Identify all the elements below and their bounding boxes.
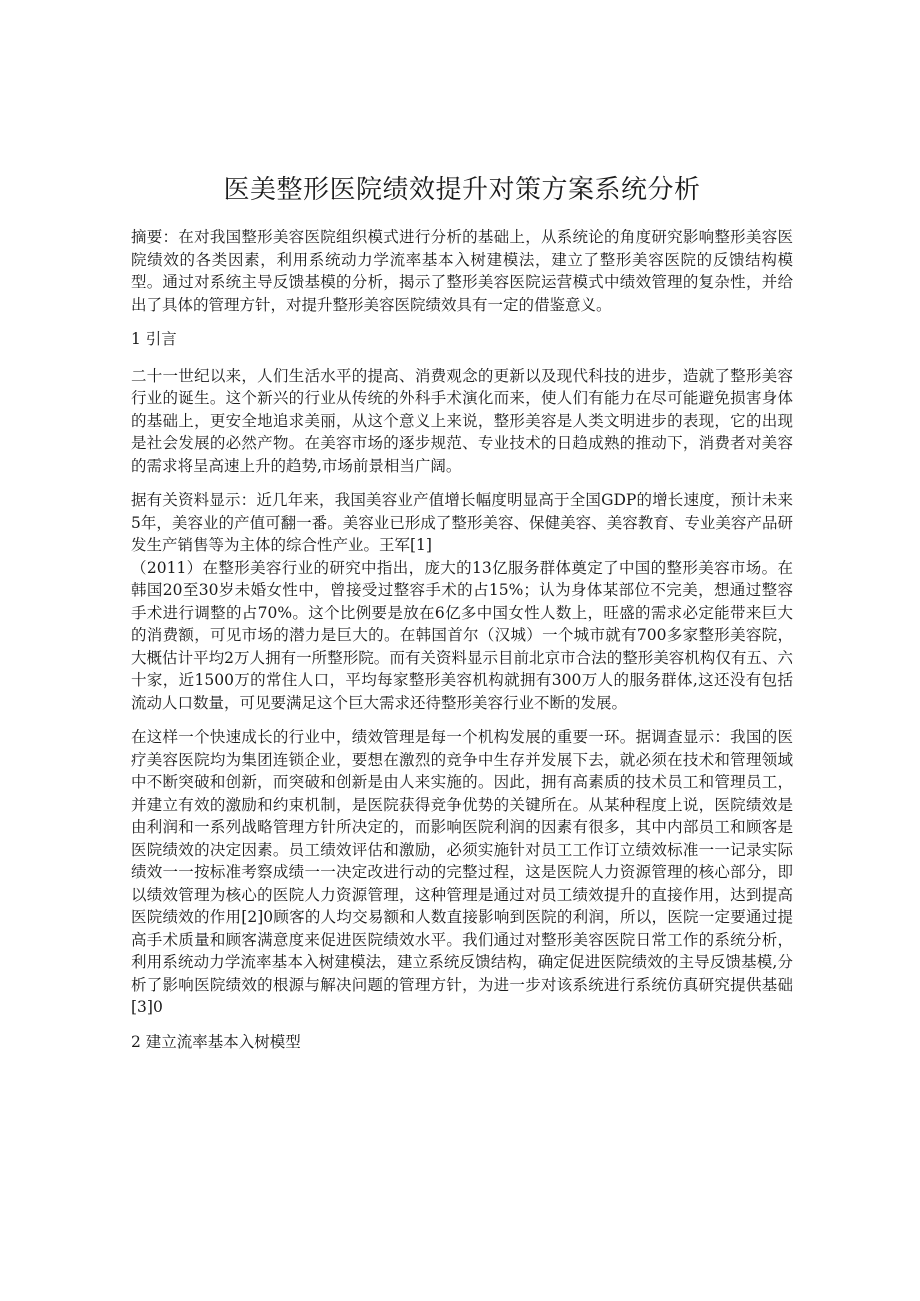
body-paragraph-2b: （2011）在整形美容行业的研究中指出，庞大的13亿服务群体奠定了中国的整形美容市场。在韩国20至30岁未婚女性中，曾接受过整容手术的占15%；认为身体某部位不完美，想通过整容手术进行调整的占70%。这个比例要是放在6亿多中国女性人数上，旺盛的需求必定能带来巨大的消费额，可见市场的潜力是巨大的。在韩国首尔（汉城）一个城市就有700多家整形美容院，大概估计平均2万人拥有一所整形院。而有关资料显示目前北京市合法的整形美容机构仅有五、六十家，近1500万的常住人口，平均每家整形美容机构就拥有300万人的服务群体,这还没有包括流动人口数量，可见要满足这个巨大需求还待整形美容行业不断的发展。: [131, 558, 793, 712]
body-paragraph-3: 在这样一个快速成长的行业中，绩效管理是每一个机构发展的重要一环。据调查显示：我国的医疗美容医院均为集团连锁企业，要想在激烈的竞争中生存并发展下去，就必须在技术和管理领域中不断突破和创新，而突破和创新是由人来实施的。因此，拥有高素质的技术员工和管理员工，并建立有效的激励和约束机制，是医院获得竞争优势的关键所在。从某种程度上说，医院绩效是由利润和一系列战略管理方针所决定的，而影响医院利润的因素有很多，其中内部员工和顾客是医院绩效的决定因素。员工绩效评估和激励，必须实施针对员工工作订立绩效标准一一记录实际绩效一一按标准考察成绩一一决定改进行动的完整过程，这是医院人力资源管理的核心部分，即以绩效管理为核心的医院人力资源管理，这种管理是通过对员工绩效提升的直接作用，达到提高医院绩效的作用[2]0顾客的人均交易额和人数直接影响到医院的利润，所以，医院一定要通过提高手术质量和顾客满意度来促进医院绩效水平。我们通过对整形美容医院日常工作的系统分析，利用系统动力学流率基本入树建模法，建立系统反馈结构，确定促进医院绩效的主导反馈基模,分析了影响医院绩效的根源与解决问题的管理方针，为进一步对该系统进行系统仿真研究提供基础[3]0: [131, 728, 793, 1016]
body-paragraph-1: 二十一世纪以来，人们生活水平的提高、消费观念的更新以及现代科技的进步，造就了整形美容行业的诞生。这个新兴的行业从传统的外科手术演化而来，使人们有能力在尽可能避免损害身体的基础上，更安全地追求美丽，从这个意义上来说，整形美容是人类文明进步的表现，它的出现是社会发展的必然产物。在美容市场的逐步规范、专业技术的日趋成熟的推动下，消费者对美容的需求将呈高速上升的趋势,市场前景相当广阔。: [131, 366, 793, 475]
abstract-paragraph: 摘要：在对我国整形美容医院组织模式进行分析的基础上，从系统论的角度研究影响整形美容医院绩效的各类因素，利用系统动力学流率基本入树建模法，建立了整形美容医院的反馈结构模型。通过对系统主导反馈基模的分析，揭示了整形美容医院运营模式中绩效管理的复杂性，并给出了具体的管理方针，对提升整形美容医院绩效具有一定的借鉴意义。: [131, 228, 793, 314]
section-1-heading: 1 引言: [131, 330, 177, 348]
body-paragraph-2a: 据有关资料显示：近几年来，我国美容业产值增长幅度明显高于全国GDP的增长速度，预计未来5年，美容业的产值可翻一番。美容业已形成了整形美容、保健美容、美容教育、专业美容产品研发生产销售等为主体的综合性产业。王军[1]: [131, 491, 793, 554]
section-2-heading: 2 建立流率基本入树模型: [131, 1032, 301, 1051]
document-title: 医美整形医院绩效提升对策方案系统分析: [223, 175, 701, 205]
document-page: [131, 170, 793, 1067]
